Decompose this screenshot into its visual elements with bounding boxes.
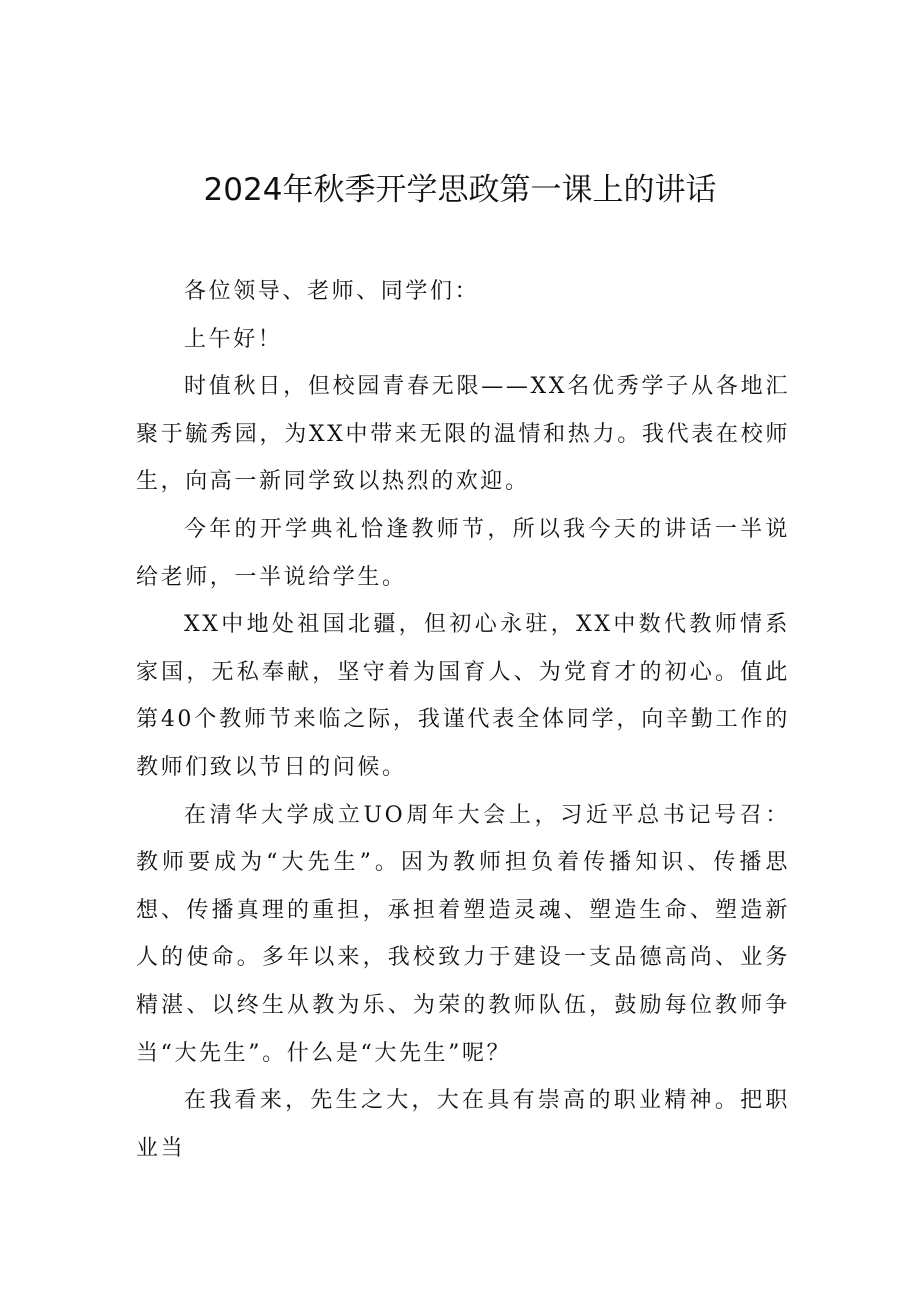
- paragraph-welcome: 时值秋日，但校园青春无限——XX名优秀学子从各地汇聚于毓秀园，为XX中带来无限的温情和热力。我代表在校师生，向高一新同学致以热烈的欢迎。: [136, 374, 790, 495]
- document-title: 2024年秋季开学思政第一课上的讲话: [203, 172, 717, 208]
- paragraph-professional-spirit: 在我看来，先生之大，大在具有崇高的职业精神。把职业当: [136, 1088, 790, 1161]
- paragraph-teachers-day: 今年的开学典礼恰逢教师节，所以我今天的讲话一半说给老师，一半说给学生。: [136, 516, 790, 590]
- paragraph-great-teacher: 在清华大学成立UO周年大会上，习近平总书记号召：教师要成为“大先生”。因为教师担负着传播知识、传播思想、传播真理的重担，承担着塑造灵魂、塑造生命、塑造新人的使命。多年以来，我校致力于建设一支品德高尚、业务精湛、以终生从教为乐、为荣的教师队伍，鼓励每位教师争当“大先生”。什么是“大先生”呢？: [136, 802, 790, 1066]
- salutation: 各位领导、老师、同学们：: [184, 279, 480, 304]
- document-body: [136, 268, 790, 1172]
- paragraph-greetings-to-teachers: XX中地处祖国北疆，但初心永驻，XX中数代教师情系家国，无私奉献，坚守着为国育人、为党育才的初心。值此第40个教师节来临之际，我谨代表全体同学，向辛勤工作的教师们致以节日的问候。: [136, 612, 790, 780]
- greeting: 上午好！: [184, 326, 283, 352]
